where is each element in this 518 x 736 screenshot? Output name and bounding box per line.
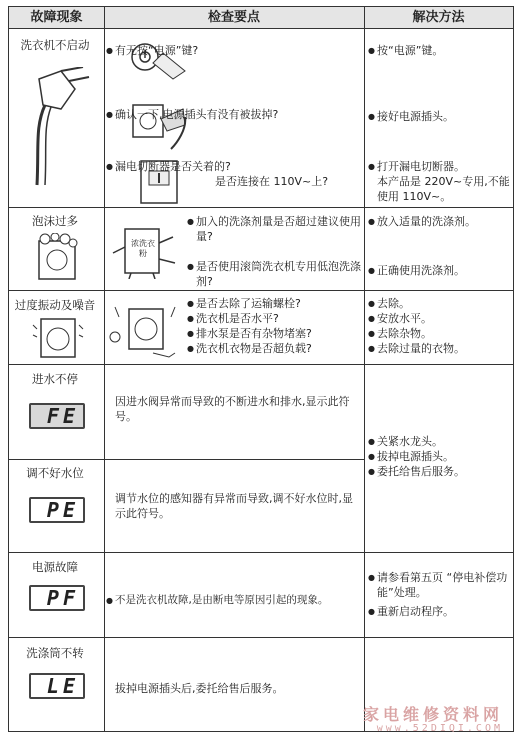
check-item: ● 有无按“电源”键? (106, 43, 265, 58)
plug-icon (21, 67, 91, 187)
check-description: 拔掉电源插头后,委托给售后服务。 (115, 682, 284, 695)
check-item: ● 排水泵是否有杂物堵塞? (187, 326, 371, 341)
fault-label: 电源故障 (32, 560, 78, 574)
row-divider (9, 459, 364, 460)
solution-item: ● 放入适量的洗涤剂。 (368, 214, 517, 229)
error-code-display: LE (29, 673, 85, 699)
fault-label: 调不好水位 (26, 466, 84, 480)
row-divider (9, 637, 513, 638)
error-code-display: PF (29, 585, 85, 611)
check-item: ● 确认一下,电源插头有没有被拔掉? (106, 107, 285, 122)
error-code-display: PE (29, 497, 85, 523)
check-item: ● 洗衣机衣物是否超负载? (187, 341, 371, 356)
check-description: 调节水位的感知器有异常而导致,调不好水位时,显示此符号。 (115, 492, 353, 520)
header-check: 检查要点 (104, 7, 364, 29)
fault-label: 泡沫过多 (32, 214, 78, 228)
row-divider (9, 364, 513, 365)
check-item: ● 是否去除了运输螺栓? (187, 296, 371, 311)
solution-item: ● 打开漏电切断器。 (368, 159, 517, 174)
fault-label: 进水不停 (32, 372, 78, 386)
check-item: ● 漏电切断器是否关着的? (106, 159, 275, 174)
watermark-url: www.52DIQI.COM (376, 723, 503, 734)
washer-inspection-icon (109, 297, 181, 361)
solution-item: ● 正确使用洗涤剂。 (368, 263, 517, 278)
solution-item: ● 去除过量的衣物。 (368, 341, 517, 356)
row-divider (9, 290, 513, 291)
solution-item: ● 安放水平。 (368, 311, 517, 326)
check-item: ● 是否使用滚筒洗衣机专用低泡洗涤剂? (187, 259, 368, 289)
detergent-illustration (109, 223, 179, 279)
fault-label: 洗衣机不启动 (20, 38, 90, 52)
solution-item: ● 去除。 (368, 296, 517, 311)
check-description: 因进水阀异常而导致的不断进水和排水,显示此符号。 (115, 395, 350, 423)
check-item: ● 加入的洗涤剂量是否超过建议使用量? (187, 214, 368, 244)
foam-washer-icon (31, 233, 83, 283)
solution-item: ● 接好电源插头。 (368, 109, 517, 124)
detergent-box-label: 浓洗衣粉 (131, 239, 155, 258)
fault-label: 洗涤筒不转 (26, 646, 84, 660)
check-item-continued: 是否连接在 110V~上? (215, 175, 329, 188)
solution-item: ● 拔掉电源插头。 (368, 449, 517, 464)
fault-label: 过度振动及噪音 (14, 298, 96, 312)
check-item: ● 不是洗衣机故障,是由断电等原因引起的现象。 (106, 593, 373, 608)
header-fault: 故障现象 (9, 7, 104, 29)
solution-item-continued: 本产品是 220V~专用,不能使用 110V~。 (377, 175, 510, 203)
solution-item: ● 请参看第五页 “停电补偿功能”处理。 (368, 570, 517, 600)
column-divider (364, 7, 365, 731)
column-divider (104, 7, 105, 731)
troubleshooting-table (8, 6, 514, 732)
header-solution: 解决方法 (364, 7, 513, 29)
vibrating-washer-icon (31, 313, 85, 361)
solution-item: ● 委托给售后服务。 (368, 464, 517, 479)
solution-item: ● 重新启动程序。 (368, 604, 517, 619)
solution-item: ● 关紧水龙头。 (368, 434, 517, 449)
row-divider (9, 207, 513, 208)
check-item: ● 洗衣机是否水平? (187, 311, 371, 326)
solution-item: ● 按“电源”键。 (368, 43, 517, 58)
row-divider (9, 552, 513, 553)
watermark: 家电维修资料网 (362, 705, 503, 724)
error-code-display: FE (29, 403, 85, 429)
solution-item: ● 去除杂物。 (368, 326, 517, 341)
